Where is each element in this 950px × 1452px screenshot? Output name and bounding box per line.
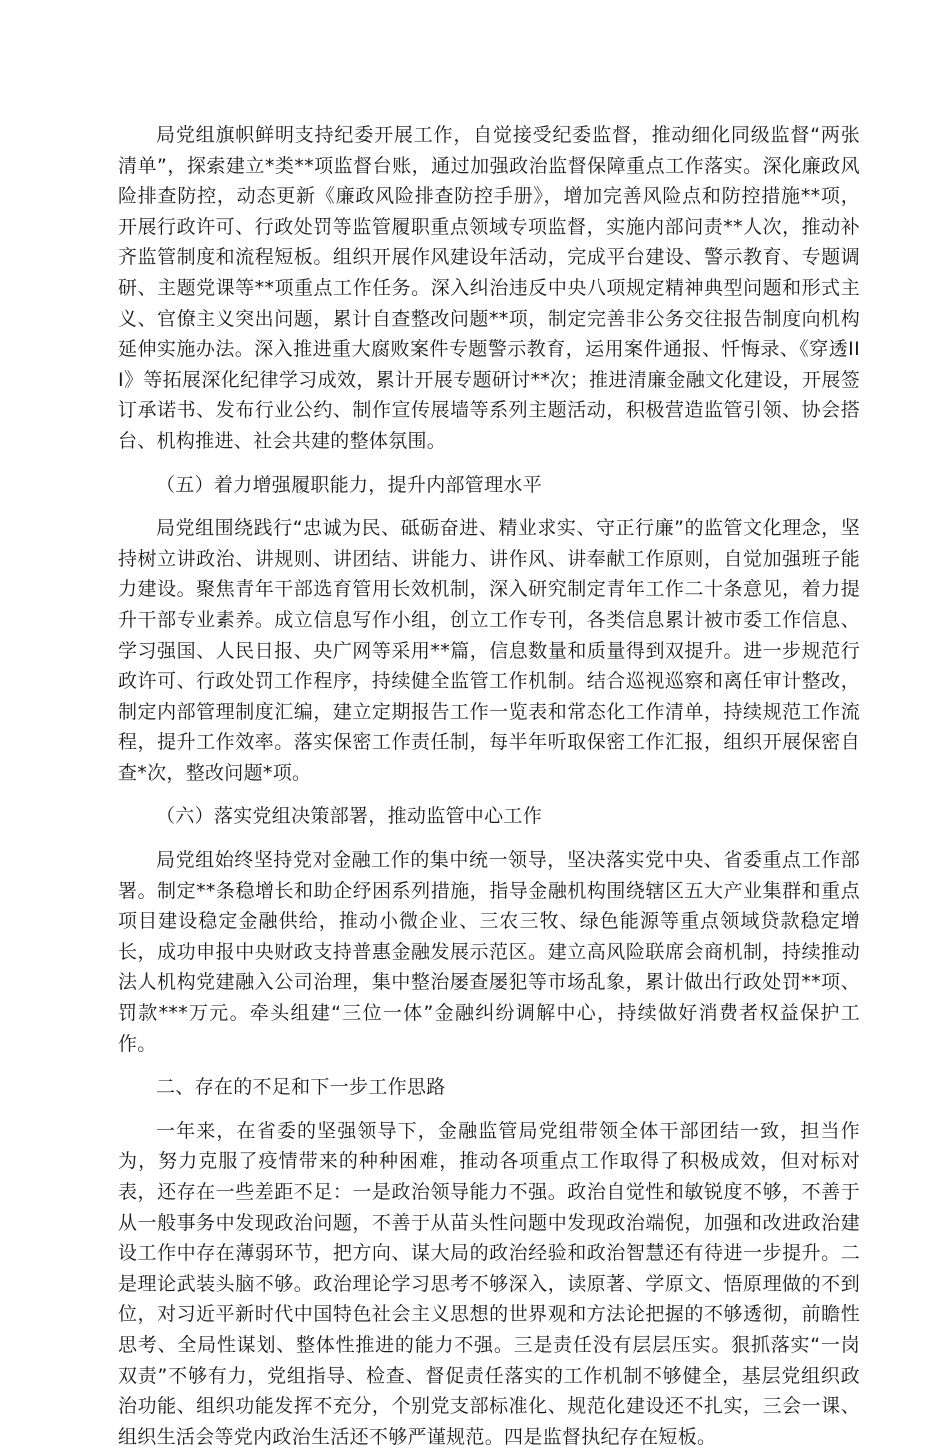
- document-page: [118, 120, 860, 1452]
- paragraph-capacity-building: 局党组围绕践行“忠诚为民、砥砺奋进、精业求实、守正行廉”的监管文化理念，坚持树立讲政治、讲规则、讲团结、讲能力、讲作风、讲奉献工作原则，自觉加强班子能力建设。聚焦青年干部选育管用长效机制，深入研究制定青年工作二十条意见，着力提升干部专业素养。成立信息写作小组，创立工作专刊，各类信息累计被市委工作信息、学习强国、人民日报、央广网等采用**篇，信息数量和质量得到双提升。进一步规范行政许可、行政处罚工作程序，持续健全监管工作机制。结合巡视巡察和离任审计整改，制定内部管理制度汇编，建立定期报告工作一览表和常态化工作清单，持续规范工作流程，提升工作效率。落实保密工作责任制，每半年听取保密工作汇报，组织开展保密自查*次，整改问题*项。: [118, 517, 860, 784]
- chapter-heading-2: 二、存在的不足和下一步工作思路: [156, 1076, 446, 1099]
- section-heading-6: （六）落实党组决策部署，推动监管中心工作: [156, 805, 543, 828]
- section-heading-5: （五）着力增强履职能力，提升内部管理水平: [156, 473, 543, 496]
- paragraph-shortcomings: 一年来，在省委的坚强领导下，金融监管局党组带领全体干部团结一致，担当作为，努力克服了疫情带来的种种困难，推动各项重点工作取得了积极成效，但对标对表，还存在一些差距不足：一是政治领导能力不强。政治自觉性和敏锐度不够，不善于从一般事务中发现政治问题，不善于从苗头性问题中发现政治端倪，加强和改进政治建设工作中存在薄弱环节，把方向、谋大局的政治经验和政治智慧还有待进一步提升。二是理论武装头脑不够。政治理论学习思考不够深入，读原著、学原文、悟原理做的不到位，对习近平新时代中国特色社会主义思想的世界观和方法论把握的不够透彻，前瞻性思考、全局性谋划、整体性推进的能力不强。三是责任没有层层压实。狠抓落实“一岗双责”不够有力，党组指导、检查、督促责任落实的工作机制不够健全，基层党组织政治功能、组织功能发挥不充分，个别党支部标准化、规范化建设还不扎实，三会一课、组织生活会等党内政治生活还不够严谨规范。四是监督执纪存在短板。: [118, 1119, 860, 1448]
- paragraph-discipline-supervision: 局党组旗帜鲜明支持纪委开展工作，自觉接受纪委监督，推动细化同级监督“两张清单”，探索建立*类**项监督台账，通过加强政治监督保障重点工作落实。深化廉政风险排查防控，动态更新《廉政风险排查防控手册》，增加完善风险点和防控措施**项，开展行政许可、行政处罚等监管履职重点领域专项监督，实施内部问责**人次，推动补齐监管制度和流程短板。组织开展作风建设年活动，完成平台建设、警示教育、专题调研、主题党课等**项重点工作任务。深入纠治违反中央八项规定精神典型问题和形式主义、官僚主义突出问题，累计自查整改问题**项，制定完善非公务交往报告制度向机构延伸实施办法。深入推进重大腐败案件专题警示教育，运用案件通报、忏悔录、《穿透III》等拓展深化纪律学习成效，累计开展专题研讨**次；推进清廉金融文化建设，开展签订承诺书、发布行业公约、制作宣传展墙等系列主题活动，积极营造监管引领、协会搭台、机构推进、社会共建的整体氛围。: [118, 124, 860, 452]
- paragraph-central-work: 局党组始终坚持党对金融工作的集中统一领导，坚决落实党中央、省委重点工作部署。制定**条稳增长和助企纾困系列措施，指导金融机构围绕辖区五大产业集群和重点项目建设稳定金融供给，推动小微企业、三农三牧、绿色能源等重点领域贷款稳定增长，成功申报中央财政支持普惠金融发展示范区。建立高风险联席会商机制，持续推动法人机构党建融入公司治理，集中整治屡查屡犯等市场乱象，累计做出行政处罚**项、罚款***万元。牵头组建“三位一体”金融纠纷调解中心，持续做好消费者权益保护工作。: [118, 849, 860, 1055]
